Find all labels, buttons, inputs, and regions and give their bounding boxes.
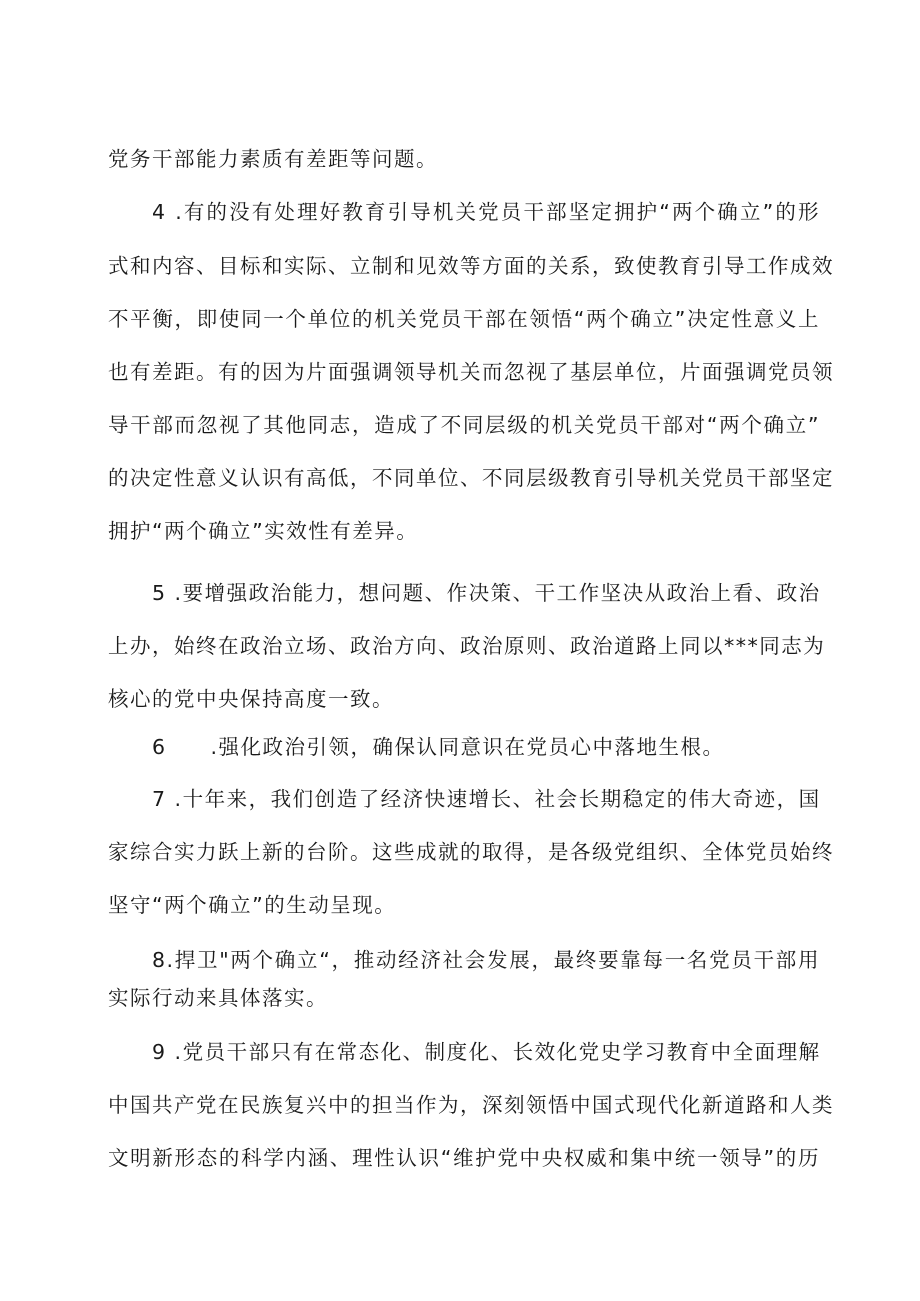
paragraph-4-line: 拥护“两个确立”实效性有差异。 <box>108 519 419 543</box>
paragraph-4-line: 也有差距。有的因为片面强调领导机关而忽视了基层单位，片面强调党员领 <box>108 360 834 384</box>
paragraph-5-line: 上办，始终在政治立场、政治方向、政治原则、政治道路上同以***同志为 <box>108 634 826 658</box>
paragraph-7-line: 7 .十年来，我们创造了经济快速增长、社会长期稳定的伟大奇迹，国 <box>152 787 821 811</box>
paragraph-5-line: 核心的党中央保持高度一致。 <box>108 687 394 711</box>
paragraph-4-line: 式和内容、目标和实际、立制和见效等方面的关系，致使教育引导工作成效 <box>108 254 834 278</box>
paragraph-4-line: 不平衡，即使同一个单位的机关党员干部在领悟“两个确立”决定性意义上 <box>108 307 820 331</box>
paragraph-4-line: 导干部而忽视了其他同志，造成了不同层级的机关党员干部对“两个确立” <box>108 413 820 437</box>
paragraph-9-line: 文明新形态的科学内涵、理性认识“维护党中央权威和集中统一领导”的历 <box>108 1146 820 1170</box>
paragraph-4-line: 4 .有的没有处理好教育引导机关党员干部坚定拥护“两个确立”的形 <box>152 200 820 224</box>
paragraph-4-line: 的决定性意义认识有高低，不同单位、不同层级教育引导机关党员干部坚定 <box>108 466 834 490</box>
paragraph-5-line: 5 .要增强政治能力，想问题、作决策、干工作坚决从政治上看、政治 <box>152 581 821 605</box>
paragraph-9-line: 9 .党员干部只有在常态化、制度化、长效化党史学习教育中全面理解 <box>152 1040 821 1064</box>
paragraph-8-line: 8.捍卫"两个确立“，推动经济社会发展，最终要靠每一名党员干部用 <box>152 948 820 972</box>
paragraph-7-line: 家综合实力跃上新的台阶。这些成就的取得，是各级党组织、全体党员始终 <box>108 840 834 864</box>
paragraph-6-line: 6 .强化政治引领，确保认同意识在党员心中落地生根。 <box>152 735 725 759</box>
text-line: 党务干部能力素质有差距等问题。 <box>108 147 438 171</box>
paragraph-7-line: 坚守“两个确立”的生动呈现。 <box>108 893 397 917</box>
paragraph-8-line: 实际行动来具体落实。 <box>108 986 328 1010</box>
paragraph-9-line: 中国共产党在民族复兴中的担当作为，深刻领悟中国式现代化新道路和人类 <box>108 1093 834 1117</box>
